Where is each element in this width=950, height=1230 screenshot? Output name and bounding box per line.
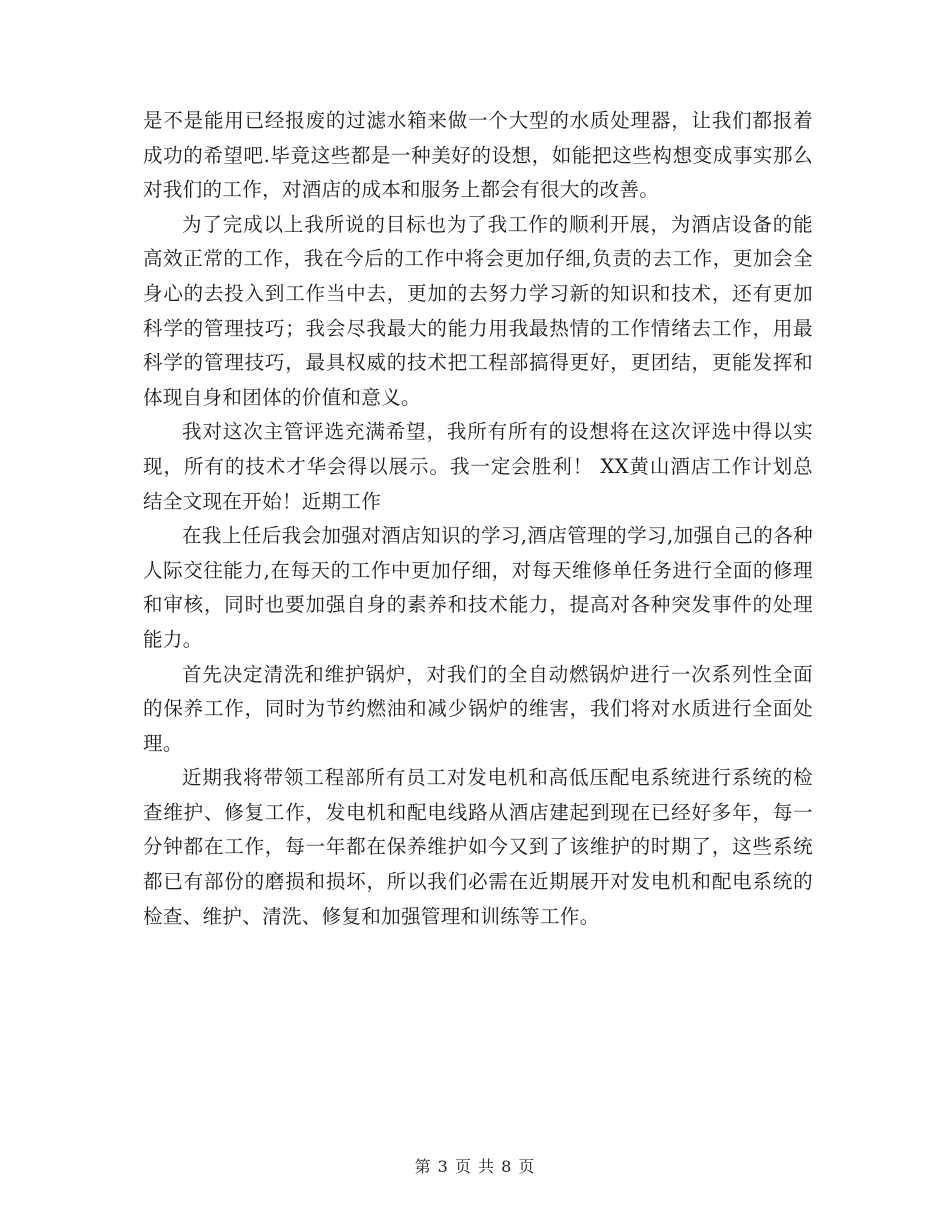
paragraph-5: 首先决定清洗和维护锅炉，对我们的全自动燃锅炉进行一次系列性全面的保养工作，同时为节约燃油和减少锅炉的维害，我们将对水质进行全面处理。 <box>143 662 813 755</box>
paragraph-6: 近期我将带领工程部所有员工对发电机和高低压配电系统进行系统的检查维护、修复工作，发电机和配电线路从酒店建起到现在已经好多年，每一分钟都在工作，每一年都在保养维护如今又到了该维护的时期了，这些系统都已有部份的磨损和损坏，所以我们必需在近期展开对发电机和配电系统的检查、维护、清洗、修复和加强管理和训练等工作。 <box>143 766 813 928</box>
paragraph-1: 是不是能用已经报废的过滤水箱来做一个大型的水质处理器，让我们都报着成功的希望吧.毕竟这些都是一种美好的设想，如能把这些构想变成事实那么对我们的工作，对酒店的成本和服务上都会有很大的改善。 <box>143 109 813 202</box>
paragraph-2: 为了完成以上我所说的目标也为了我工作的顺利开展，为酒店设备的能高效正常的工作，我在今后的工作中将会更加仔细,负责的去工作，更加会全身心的去投入到工作当中去，更加的去努力学习新的知识和技术，还有更加科学的管理技巧；我会尽我最大的能力用我最热情的工作情绪去工作，用最科学的管理技巧，最具权威的技术把工程部搞得更好，更团结，更能发挥和体现自身和团体的价值和意义。 <box>143 212 813 409</box>
paragraph-3: 我对这次主管评选充满希望，我所有所有的设想将在这次评选中得以实现，所有的技术才华会得以展示。我一定会胜利！ XX黄山酒店工作计划总结全文现在开始！近期工作 <box>143 420 813 513</box>
paragraph-4: 在我上任后我会加强对酒店知识的学习,酒店管理的学习,加强自己的各种人际交往能力,在每天的工作中更加仔细，对每天维修单任务进行全面的修理和审核，同时也要加强自身的素养和技术能力，提高对各种突发事件的处理能力。 <box>143 524 813 651</box>
page-number-footer: 第 3 页 共 8 页 <box>414 1157 536 1176</box>
document-body <box>143 104 813 934</box>
